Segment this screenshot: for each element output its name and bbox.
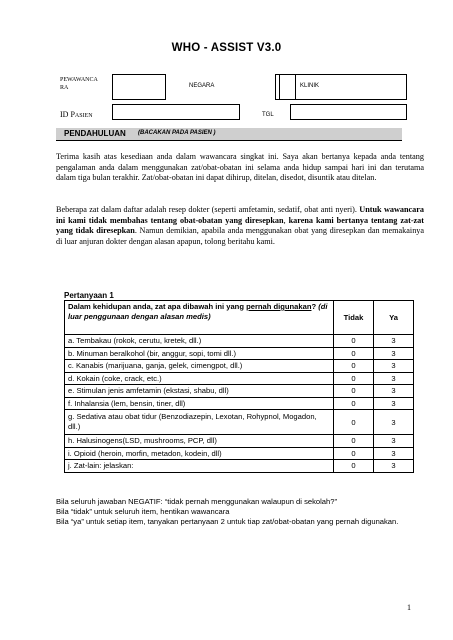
pewawancara-label [60,76,98,92]
table-row [65,335,414,348]
substance-label: i. Opioid (heroin, morfin, metadon, kodein, dll) [65,447,334,460]
answer-tidak[interactable]: 0 [334,460,374,473]
answer-ya[interactable]: 3 [374,410,414,435]
pewawancara-label-line2: RA [60,85,69,91]
document-title: WHO - ASSIST V3.0 [171,42,282,54]
table-row [65,460,414,473]
answer-tidak[interactable]: 0 [334,410,374,435]
answer-ya[interactable]: 3 [374,397,414,410]
para2-part-d: karena kami bertanya tentang zat-zat yang tidak diresepkan [56,215,424,236]
table-row [65,360,414,373]
question-text-cell [65,301,334,335]
table-row [65,447,414,460]
substance-label: g. Sedativa atau obat tidur (Benzodiazepin, Lexotan, Rohypnol, Mogadon, dll.) [65,410,334,435]
question-header-row [65,301,414,335]
answer-tidak[interactable]: 0 [334,385,374,398]
answer-ya[interactable]: 3 [374,335,414,348]
intro-paragraph-2 [56,205,424,247]
table-row [65,347,414,360]
intro-paragraph-1: Terima kasih atas kesediaan anda dalam wawancara singkat ini. Saya akan bertanya kepada anda tentang pengalaman anda dalam menggunakan zat/obat-obatan ini selama anda hidup sampai hari ini dan terutama dalam tiga bulan terakhir. Zat/obat-obatan ini dapat dihirup, ditelan, disedot, disuntik atau ditelan. [56,152,424,183]
answer-tidak[interactable]: 0 [334,335,374,348]
substance-label: a. Tembakau (rokok, cerutu, kretek, dll.) [65,335,334,348]
pewawancara-label-line1: PEWAWANCA [60,77,98,83]
instruction-tidak: Bila “tidak” untuk seluruh item, hentikan wawancara [56,507,230,516]
page-number: 1 [407,603,411,612]
col-header-ya: Ya [374,301,414,335]
para2-part-c: , [283,215,289,225]
answer-ya[interactable]: 3 [374,347,414,360]
answer-ya[interactable]: 3 [374,372,414,385]
substance-label: c. Kanabis (marijuana, ganja, gelek, cimengpot, dll.) [65,360,334,373]
table-row [65,397,414,410]
col-header-tidak: Tidak [334,301,374,335]
id-pasien-label-a: ID P [60,110,75,119]
answer-tidak[interactable]: 0 [334,435,374,448]
pewawancara-field[interactable] [112,74,166,100]
answer-tidak[interactable]: 0 [334,347,374,360]
answer-tidak[interactable]: 0 [334,397,374,410]
substance-label: f. Inhalansia (lem, bensin, tiner, dll) [65,397,334,410]
intro-heading-note: (BACAKAN PADA PASIEN ) [138,130,216,136]
question-text-d: (di luar penggunaan dengan alasan medis) [68,302,328,321]
negara-label: NEGARA [189,83,215,89]
id-pasien-field[interactable] [112,104,240,120]
answer-ya[interactable]: 3 [374,447,414,460]
table-row [65,385,414,398]
answer-ya[interactable]: 3 [374,360,414,373]
substance-label: d. Kokain (coke, crack, etc.) [65,372,334,385]
answer-ya[interactable]: 3 [374,385,414,398]
substance-label: b. Minuman beralkohol (bir, anggur, sopi, tomi dll.) [65,347,334,360]
instruction-ya: Bila “ya” untuk setiap item, tanyakan pertanyaan 2 untuk tiap zat/obat-obatan yang pernah digunakan. [56,517,399,526]
answer-ya[interactable]: 3 [374,460,414,473]
table-row [65,435,414,448]
intro-heading-bar [56,128,402,141]
negara-field-2[interactable] [279,74,296,100]
substance-label: e. Stimulan jenis amfetamin (ekstasi, shabu, dll) [65,385,334,398]
answer-tidak[interactable]: 0 [334,360,374,373]
table-row [65,372,414,385]
question-text-c: ? [311,302,319,311]
question-text-a: Dalam kehidupan anda, zat apa dibawah ini yang [68,302,247,311]
intro-heading: PENDAHULUAN [64,129,126,138]
instruction-negative: Bila seluruh jawaban NEGATIF: “tidak pernah menggunakan walaupun di sekolah?” [56,497,337,506]
tgl-label: TGL [262,112,274,118]
answer-tidak[interactable]: 0 [334,447,374,460]
question-label: Pertanyaan 1 [64,291,114,300]
id-pasien-label-b: ASIEN [74,113,93,119]
para2-part-e: . Namun demikian, apabila anda menggunakan obat yang diresepkan dan memakainya di luar anjuran dokter dengan alasan apapun, tolong beritahu kami. [56,226,425,246]
substance-label: h. Halusinogens(LSD, mushrooms, PCP, dll) [65,435,334,448]
para2-part-a: Beberapa zat dalam daftar adalah resep dokter (seperti amfetamin, sedatif, obat anti nyeri). [56,205,360,214]
answer-ya[interactable]: 3 [374,435,414,448]
table-row [65,410,414,435]
id-pasien-label [60,110,93,119]
klinik-field[interactable] [296,74,407,100]
question-text-b: pernah digunakan [246,302,312,311]
tgl-field[interactable] [290,104,407,120]
answer-tidak[interactable]: 0 [334,372,374,385]
klinik-label: KLINIK [300,83,320,89]
substance-label: j. Zat-lain: jelaskan: [65,460,334,473]
question-table [64,300,414,473]
para2-part-b: Untuk wawancara ini kami tidak membahas tentang obat-obatan yang diresepkan [56,205,424,225]
